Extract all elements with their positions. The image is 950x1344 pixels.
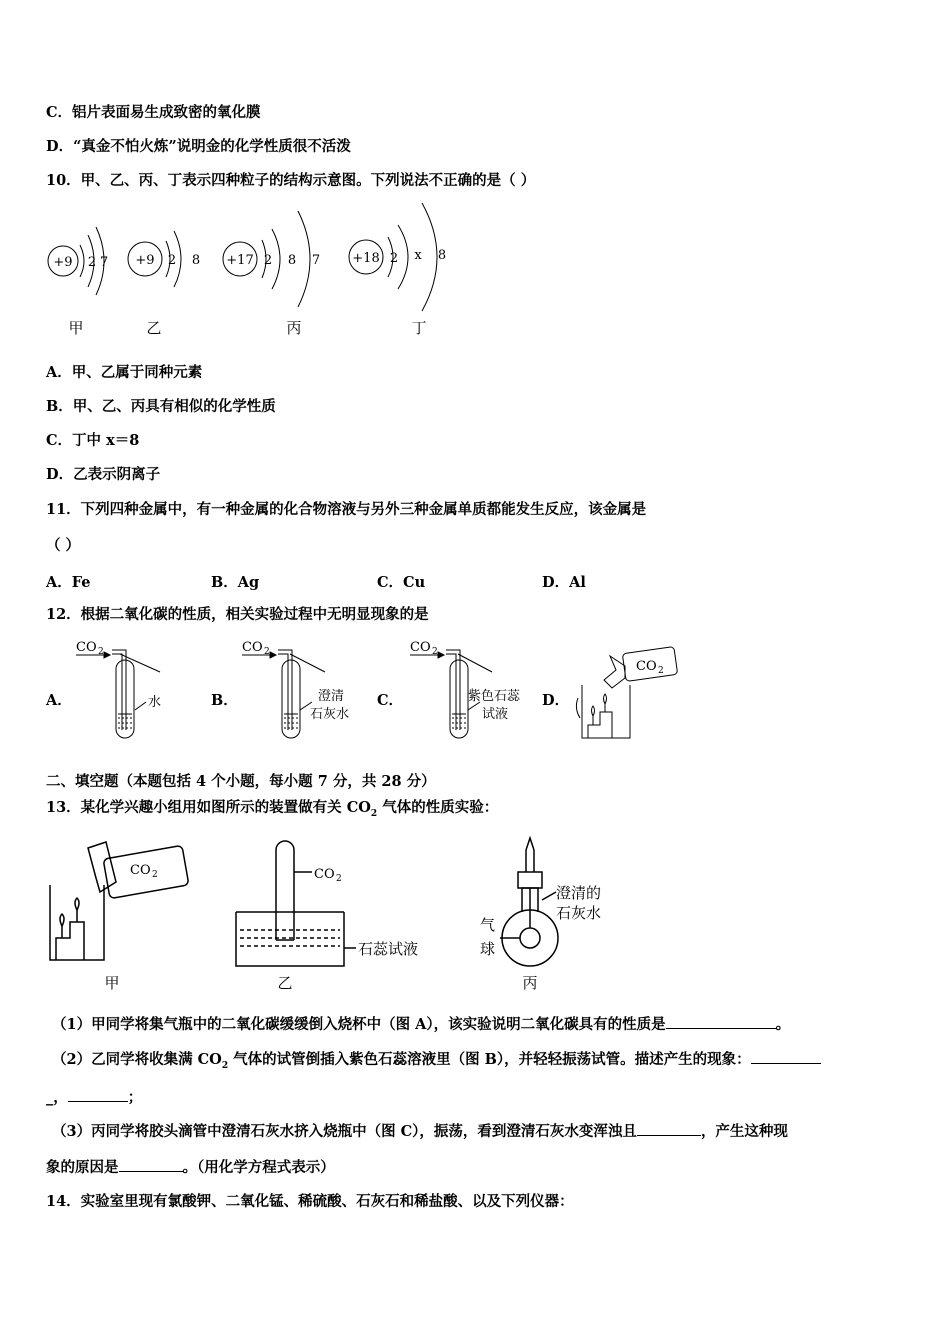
q13-stem: 13．某化学兴趣小组用如图所示的装置做有关 $CO_2$ 气体的性质实验： — [46, 799, 499, 819]
q10-atom1-shell2: 7 — [99, 255, 109, 270]
q14-stem: 14．实验室里现有氯酸钾、二氧化锰、稀硫酸、石灰石和稀盐酸、以及下列仪器： — [46, 1193, 574, 1210]
q12-a-water: 水 — [148, 695, 162, 710]
q10-atom-diagrams — [0, 195, 950, 345]
q10-option-d: D．乙表示阴离子 — [46, 466, 161, 483]
q10-atom3-shell3: 7 — [311, 253, 321, 268]
q10-atom3-nucleus: +17 — [226, 253, 254, 268]
q13-part3-line2: 象的原因是 。（用化学方程式表示） — [46, 1159, 335, 1176]
q9-option-c: C．铝片表面易生成致密的氧化膜 — [46, 104, 261, 121]
q10-atom4-shell1: 2 — [389, 251, 399, 266]
q11-option-d: D．Al — [542, 574, 586, 591]
q12-d-co2: CO — [636, 659, 657, 674]
q10-label-bing: 丙 — [286, 319, 302, 337]
q12-c-label1: 紫色石蕊 — [468, 689, 521, 704]
q12-option-b-letter: B． — [211, 692, 238, 709]
q10-stem: 10．甲、乙、丙、丁表示四种粒子的结构示意图。下列说法不正确的是（ ） — [46, 172, 536, 189]
q10-atom4-shell2: x — [414, 248, 422, 263]
q13-bing-balloon1: 气 — [480, 916, 496, 934]
q10-label-yi: 乙 — [146, 319, 162, 337]
q13-yi-co2-sub: 2 — [336, 874, 342, 884]
q12-a-co2: CO — [76, 640, 97, 655]
q10-atom2-shell1: 2 — [167, 253, 177, 268]
q11-paren: （ ） — [46, 537, 81, 554]
q13-bing-limewater1: 澄清的 — [556, 884, 602, 902]
q12-c-label2: 试液 — [482, 707, 509, 722]
q12-option-a-letter: A． — [46, 692, 72, 709]
q10-atom4-shell3: 8 — [437, 248, 447, 263]
q10-atom1-shell1: 2 — [87, 255, 97, 270]
q10-atom2-shell2: 8 — [191, 253, 201, 268]
q12-c-co2: CO — [410, 640, 431, 655]
q13-part2-line2: _， ； — [46, 1089, 143, 1106]
q13-part1: （1）甲同学将集气瓶中的二氧化碳缓缓倒入烧杯中（图 A），该实验说明二氧化碳具有的性质是 。 — [52, 1016, 791, 1033]
q13-yi-co2: CO — [314, 867, 335, 882]
q10-label-ding: 丁 — [411, 319, 427, 337]
q10-label-jia: 甲 — [68, 319, 84, 337]
q12-b-label1: 澄清 — [318, 689, 345, 704]
q13-apparatus-figures — [0, 830, 950, 1000]
q11-option-a: A．Fe — [46, 574, 91, 591]
q10-option-a: A．甲、乙属于同种元素 — [46, 364, 203, 381]
q13-part3: （3）丙同学将胶头滴管中澄清石灰水挤入烧瓶中（图 C），振荡，看到澄清石灰水变浑浊且 ，产生这种现 — [52, 1123, 788, 1140]
q10-option-c: C．丁中 x＝8 — [46, 432, 140, 449]
q13-part3-blank1[interactable] — [637, 1121, 701, 1136]
q9-option-d: D．“真金不怕火炼”说明金的化学性质很不活泼 — [46, 138, 351, 155]
q12-option-c-letter: C． — [377, 692, 404, 709]
q13-part2: （2）乙同学将收集满 $CO_2$ 气体的试管倒插入紫色石蕊溶液里（图 B），并轻轻振荡试管。描述产生的现象： — [52, 1049, 821, 1076]
q13-jia-co2-sub: 2 — [152, 870, 158, 880]
q13-jia-co2: CO — [130, 863, 151, 878]
q13-part3-blank2[interactable] — [119, 1157, 183, 1172]
q13-label-yi: 乙 — [277, 974, 293, 992]
q13-part2-blank1[interactable] — [751, 1049, 821, 1064]
q10-atom3-shell1: 2 — [263, 253, 273, 268]
q13-label-jia: 甲 — [104, 974, 120, 992]
q12-b-co2: CO — [242, 640, 263, 655]
section2-heading: 二、填空题（本题包括 4 个小题，每小题 7 分，共 28 分） — [46, 773, 436, 790]
q13-label-bing: 丙 — [522, 974, 538, 992]
q12-apparatus-figures — [0, 630, 950, 750]
q13-part2-blank2[interactable] — [68, 1087, 128, 1102]
q13-yi-litmus: 石蕊试液 — [358, 940, 419, 958]
q10-atom3-shell2: 8 — [287, 253, 297, 268]
q10-option-b: B．甲、乙、丙具有相似的化学性质 — [46, 398, 276, 415]
q12-d-co2-sub: 2 — [658, 666, 664, 676]
q12-a-co2-sub: 2 — [98, 647, 104, 657]
q12-option-d-letter: D． — [542, 692, 570, 709]
q11-stem: 11．下列四种金属中，有一种金属的化合物溶液与另外三种金属单质都能发生反应，该金属是 — [46, 501, 647, 518]
q12-b-co2-sub: 2 — [264, 647, 270, 657]
q13-bing-balloon2: 球 — [480, 940, 496, 958]
q11-option-c: C．Cu — [377, 574, 426, 591]
q10-atom2-nucleus: +9 — [135, 253, 155, 268]
q10-atom1-nucleus: +9 — [53, 255, 73, 270]
q12-c-co2-sub: 2 — [432, 647, 438, 657]
q12-b-label2: 石灰水 — [310, 707, 350, 722]
q13-bing-limewater2: 石灰水 — [556, 904, 602, 922]
q13-part1-blank[interactable] — [666, 1014, 776, 1029]
q10-atom4-nucleus: +18 — [352, 251, 380, 266]
q12-stem: 12．根据二氧化碳的性质，相关实验过程中无明显现象的是 — [46, 606, 429, 623]
q11-option-b: B．Ag — [211, 574, 260, 591]
